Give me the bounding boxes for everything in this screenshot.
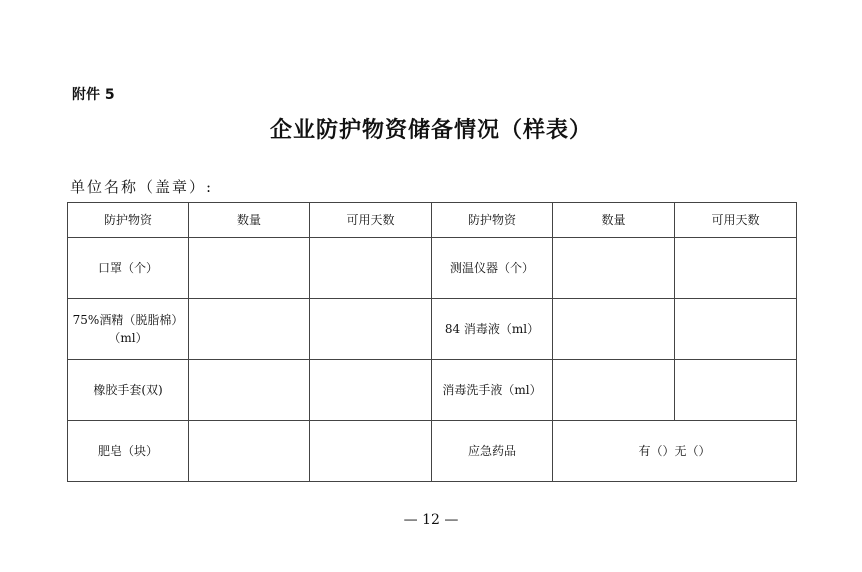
quantity-cell[interactable] — [189, 299, 310, 360]
item-name-cell: 橡胶手套(双) — [68, 360, 189, 421]
item-name-cell: 测温仪器（个） — [432, 238, 553, 299]
item-name-cell: 84 消毒液（ml） — [432, 299, 553, 360]
quantity-cell[interactable] — [553, 360, 675, 421]
days-cell[interactable] — [675, 238, 797, 299]
supplies-table — [67, 202, 797, 482]
quantity-cell[interactable] — [189, 421, 310, 482]
item-name-cell: 口罩（个） — [68, 238, 189, 299]
header-cell: 可用天数 — [310, 203, 432, 238]
item-name-cell: 肥皂（块） — [68, 421, 189, 482]
table-row — [68, 360, 797, 421]
quantity-cell[interactable] — [553, 238, 675, 299]
header-cell: 可用天数 — [675, 203, 797, 238]
days-cell[interactable] — [310, 421, 432, 482]
table-row — [68, 238, 797, 299]
days-cell[interactable] — [675, 299, 797, 360]
availability-cell[interactable]: 有（）无（） — [553, 421, 797, 482]
days-cell[interactable] — [310, 360, 432, 421]
table-row — [68, 421, 797, 482]
item-name-cell: 75%酒精（脱脂棉）（ml） — [68, 299, 189, 360]
quantity-cell[interactable] — [189, 238, 310, 299]
item-name-cell: 消毒洗手液（ml） — [432, 360, 553, 421]
quantity-cell[interactable] — [189, 360, 310, 421]
header-cell: 数量 — [553, 203, 675, 238]
days-cell[interactable] — [310, 299, 432, 360]
days-cell[interactable] — [310, 238, 432, 299]
attachment-label: 附件 5 — [72, 87, 115, 103]
unit-name-label: 单位名称（盖章）: — [70, 178, 214, 196]
table-row — [68, 299, 797, 360]
days-cell[interactable] — [675, 360, 797, 421]
item-name-cell: 应急药品 — [432, 421, 553, 482]
quantity-cell[interactable] — [553, 299, 675, 360]
page-title: 企业防护物资储备情况（样表） — [269, 118, 592, 143]
table-header-row — [68, 203, 797, 238]
header-cell: 防护物资 — [432, 203, 553, 238]
header-cell: 防护物资 — [68, 203, 189, 238]
header-cell: 数量 — [189, 203, 310, 238]
page-number: — 12 — — [403, 512, 459, 528]
